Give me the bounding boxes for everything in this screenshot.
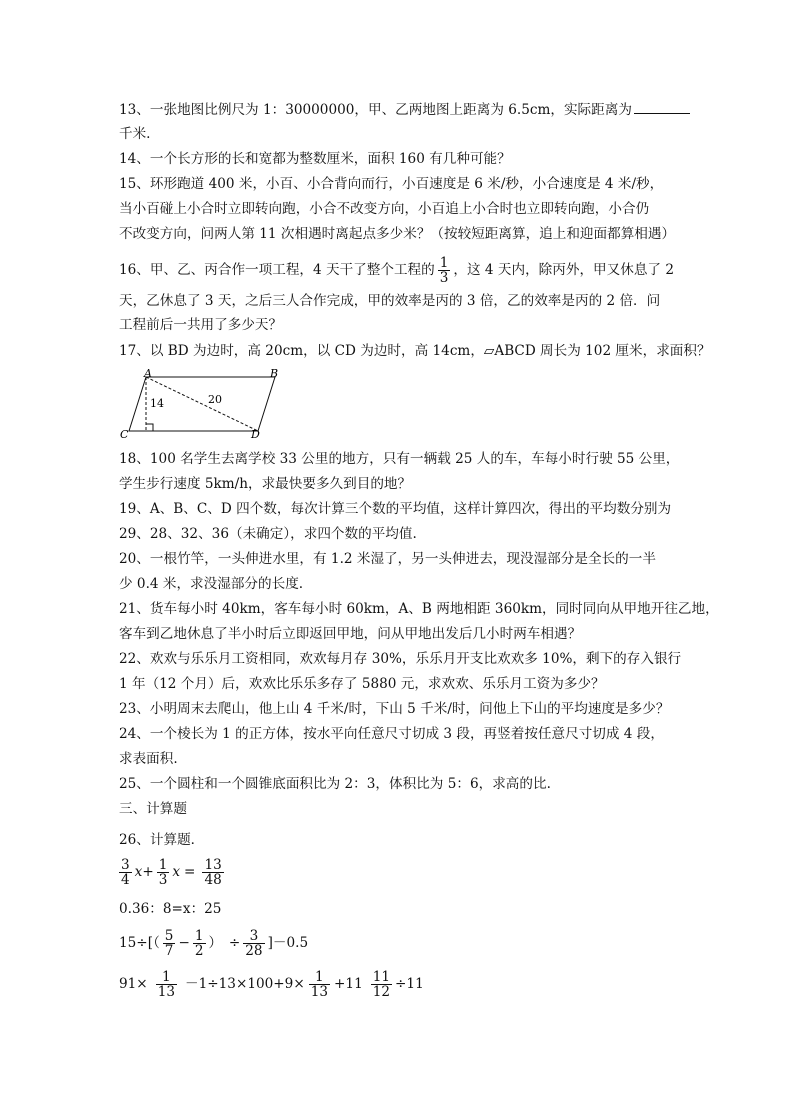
question-18-line-2: 学生步行速度 5km/h，求最快要多久到目的地？ <box>119 476 412 492</box>
equation-4-part-1: 91× <box>119 976 148 992</box>
question-18-line-1: 18、100 名学生去离学校 33 公里的地方，只有一辆载 25 人的车，车每小时行驶 55 公里， <box>119 451 680 467</box>
question-14: 14、一个长方形的长和宽都为整数厘米，面积 160 有几种可能？ <box>119 151 511 167</box>
equation-1 <box>119 857 227 887</box>
fraction-denominator: 7 <box>164 943 174 959</box>
question-15-line-1: 15、环形跑道 400 米，小百、小合背向而行，小百速度是 6 米/秒，小合速度是 4 米/秒， <box>119 176 664 192</box>
vertex-A-label: A <box>144 368 152 380</box>
question-24-line-2: 求表面积. <box>119 751 178 767</box>
question-26: 26、计算题． <box>119 832 205 848</box>
fraction-denominator: 4 <box>121 872 130 888</box>
variable-x: x <box>134 864 143 880</box>
fraction-11-12 <box>371 970 392 999</box>
fraction-numerator: 13 <box>204 857 222 873</box>
equation-3-post: ]－0.5 <box>267 935 309 951</box>
equation-3-mid: ） ÷ <box>208 935 241 951</box>
fraction-one-third <box>438 256 451 285</box>
fraction-denominator: 13 <box>157 984 176 1000</box>
equals-sign: = <box>184 864 196 880</box>
fraction-numerator: 3 <box>121 857 130 873</box>
question-23: 23、小明周末去爬山，他上山 4 千米/时，下山 5 千米/时，问他上下山的平均速度是多少？ <box>119 701 670 717</box>
vertex-C-label: C <box>120 428 129 441</box>
parallelogram-figure <box>118 368 293 442</box>
fraction-denominator: 28 <box>245 943 263 959</box>
question-15-line-3: 不改变方向，问两人第 11 次相遇时离起点多少米？（按较短距离算，追上和迎面都算相遇） <box>119 226 676 242</box>
fraction-denominator: 12 <box>372 984 391 1000</box>
fraction-numerator: 1 <box>158 857 168 873</box>
question-16-line-3: 工程前后一共用了多少天？ <box>119 317 283 333</box>
fraction-13-48 <box>202 858 223 887</box>
fraction-1-13-b <box>309 970 330 999</box>
question-16-line-2: 天，乙休息了 3 天，之后三人合作完成，甲的效率是丙的 3 倍，乙的效率是丙的 2 倍．问 <box>119 293 661 309</box>
fraction-numerator: 1 <box>315 969 324 985</box>
question-17: 17、以 BD 为边时，高 20cm，以 CD 为边时，高 14cm，▱ABCD 周长为 102 厘米，求面积？ <box>119 343 711 359</box>
question-13-cont: 千米. <box>119 126 151 142</box>
question-16-pre: 16、甲、乙、丙合作一项工程，4 天干了整个工程的 <box>119 262 435 278</box>
question-22-line-2: 1 年（12 个月）后，欢欢比乐乐多存了 5880 元，求欢欢、乐乐月工资为多少？ <box>119 676 605 692</box>
variable-x: x <box>172 864 181 880</box>
equation-2: 0.36：8=x：25 <box>119 901 222 917</box>
question-13 <box>119 100 690 120</box>
fraction-numerator: 1 <box>439 255 449 271</box>
fraction-denominator: 2 <box>194 943 204 959</box>
height-14-label: 14 <box>150 397 164 410</box>
question-21-line-1: 21、货车每小时 40km，客车每小时 60km，A、B 两地相距 360km，同时同向从甲地开往乙地， <box>119 601 719 617</box>
length-20-label: 20 <box>208 393 222 406</box>
fraction-3-28 <box>243 929 264 958</box>
question-13-text: 13、一张地图比例尺为 1：30000000，甲、乙两地图上距离为 6.5cm，实际距离为 <box>119 102 632 118</box>
minus-sign: − <box>178 935 190 951</box>
equation-4-part-2: －1÷13×100+9× <box>185 976 305 992</box>
fraction-denominator: 3 <box>439 270 449 286</box>
question-20-line-1: 20、一根竹竿，一头伸进水里，有 1.2 米湿了，另一头伸进去，现没湿部分是全长的一半 <box>119 551 656 567</box>
answer-blank[interactable] <box>634 100 690 114</box>
question-24-line-1: 24、一个棱长为 1 的正方体，按水平向任意尺寸切成 3 段，再竖着按任意尺寸切成 4 段， <box>119 726 664 742</box>
equation-3 <box>119 928 308 958</box>
equation-4-part-4: ÷11 <box>395 976 424 992</box>
question-21-line-2: 客车到乙地休息了半小时后立即返回甲地，问从甲地出发后几小时两车相遇？ <box>119 626 582 642</box>
equation-3-pre: 15÷[（ <box>119 935 160 951</box>
right-angle-mark <box>146 424 153 431</box>
plus-sign: + <box>142 864 154 880</box>
fraction-numerator: 1 <box>194 928 204 944</box>
question-16-post: ，这 4 天内，除丙外，甲又休息了 2 <box>453 262 674 278</box>
question-16-line-1 <box>119 256 674 285</box>
question-19-line-1: 19、A、B、C、D 四个数，每次计算三个数的平均值，这样计算四次，得出的平均数分别为 <box>119 501 672 517</box>
equation-4-part-3: +11 <box>334 976 363 992</box>
equation-4 <box>119 969 424 999</box>
section-heading-3: 三、计算题 <box>119 801 187 817</box>
fraction-3-4 <box>119 858 132 887</box>
fraction-1-3 <box>157 858 170 887</box>
question-25: 25、一个圆柱和一个圆锥底面积比为 2：3，体积比为 5：6，求高的比. <box>119 776 551 792</box>
question-22-line-1: 22、欢欢与乐乐月工资相同，欢欢每月存 30%，乐乐月开支比欢欢多 10%，剩下的存入银行 <box>119 651 682 667</box>
question-19-line-2: 29、28、32、36（未确定），求四个数的平均值. <box>119 526 417 542</box>
fraction-1-2 <box>193 929 206 958</box>
fraction-denominator: 48 <box>204 872 222 888</box>
fraction-numerator: 3 <box>249 928 259 944</box>
fraction-numerator: 11 <box>372 969 391 985</box>
fraction-5-7 <box>163 929 176 958</box>
vertex-B-label: B <box>270 368 279 380</box>
question-20-line-2: 少 0.4 米，求没湿部分的长度. <box>119 576 304 592</box>
fraction-numerator: 1 <box>162 969 171 985</box>
fraction-1-13 <box>156 970 177 999</box>
vertex-D-label: D <box>251 428 260 441</box>
question-15-line-2: 当小百碰上小合时立即转向跑，小合不改变方向，小百追上小合时也立即转向跑，小合仍 <box>119 201 650 217</box>
fraction-denominator: 13 <box>310 984 329 1000</box>
fraction-denominator: 3 <box>158 872 168 888</box>
fraction-numerator: 5 <box>164 928 174 944</box>
